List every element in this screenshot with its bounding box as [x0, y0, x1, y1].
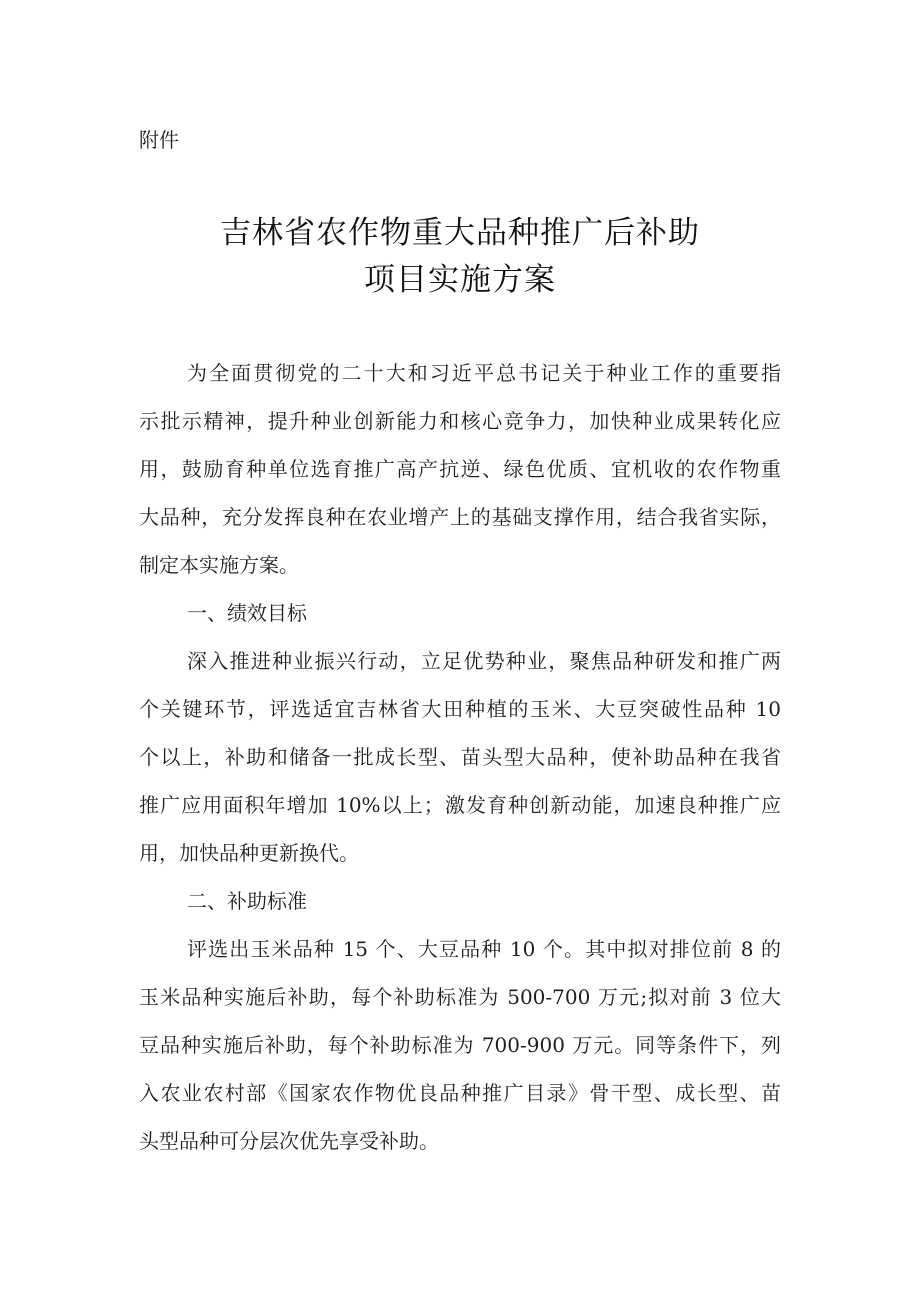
paragraph-line: 大品种，充分发挥良种在农业增产上的基础支撑作用，结合我省实际，: [139, 505, 781, 529]
paragraph-line: 制定本实施方案。: [139, 553, 299, 577]
paragraph-line: 入农业农村部《国家农作物优良品种推广目录》骨干型、成长型、苗: [139, 1081, 781, 1105]
paragraph-line: 深入推进种业振兴行动，立足优势种业，聚焦品种研发和推广两: [187, 649, 781, 673]
subsidy-standard-paragraph: [139, 925, 781, 1165]
document-title: [0, 210, 920, 304]
document-body: [139, 349, 781, 1165]
intro-paragraph: [139, 349, 781, 589]
paragraph-line: 为全面贯彻党的二十大和习近平总书记关于种业工作的重要指: [187, 361, 781, 385]
title-line-2: 项目实施方案: [364, 262, 556, 298]
paragraph-line: 个关键环节，评选适宜吉林省大田种植的玉米、大豆突破性品种 10: [139, 697, 781, 721]
paragraph-line: 用，鼓励育种单位选育推广高产抗逆、绿色优质、宜机收的农作物重: [139, 457, 781, 481]
paragraph-line: 头型品种可分层次优先享受补助。: [139, 1129, 439, 1153]
paragraph-line: 玉米品种实施后补助，每个补助标准为 500-700 万元;拟对前 3 位大: [139, 985, 781, 1009]
section-heading-performance-goals: 一、绩效目标: [187, 601, 307, 625]
paragraph-line: 推广应用面积年增加 10%以上；激发育种创新动能，加速良种推广应: [139, 793, 781, 817]
attachment-label: 附件: [139, 128, 179, 152]
paragraph-line: 用，加快品种更新换代。: [139, 841, 359, 865]
title-line-1: 吉林省农作物重大品种推广后补助: [220, 215, 700, 251]
section-heading-subsidy-standard: 二、补助标准: [187, 889, 307, 913]
paragraph-line: 示批示精神，提升种业创新能力和核心竞争力，加快种业成果转化应: [139, 409, 781, 433]
performance-goals-paragraph: [139, 637, 781, 877]
paragraph-line: 评选出玉米品种 15 个、大豆品种 10 个。其中拟对排位前 8 的: [187, 937, 781, 961]
paragraph-line: 个以上，补助和储备一批成长型、苗头型大品种，使补助品种在我省: [139, 745, 781, 769]
paragraph-line: 豆品种实施后补助，每个补助标准为 700-900 万元。同等条件下，列: [139, 1033, 781, 1057]
